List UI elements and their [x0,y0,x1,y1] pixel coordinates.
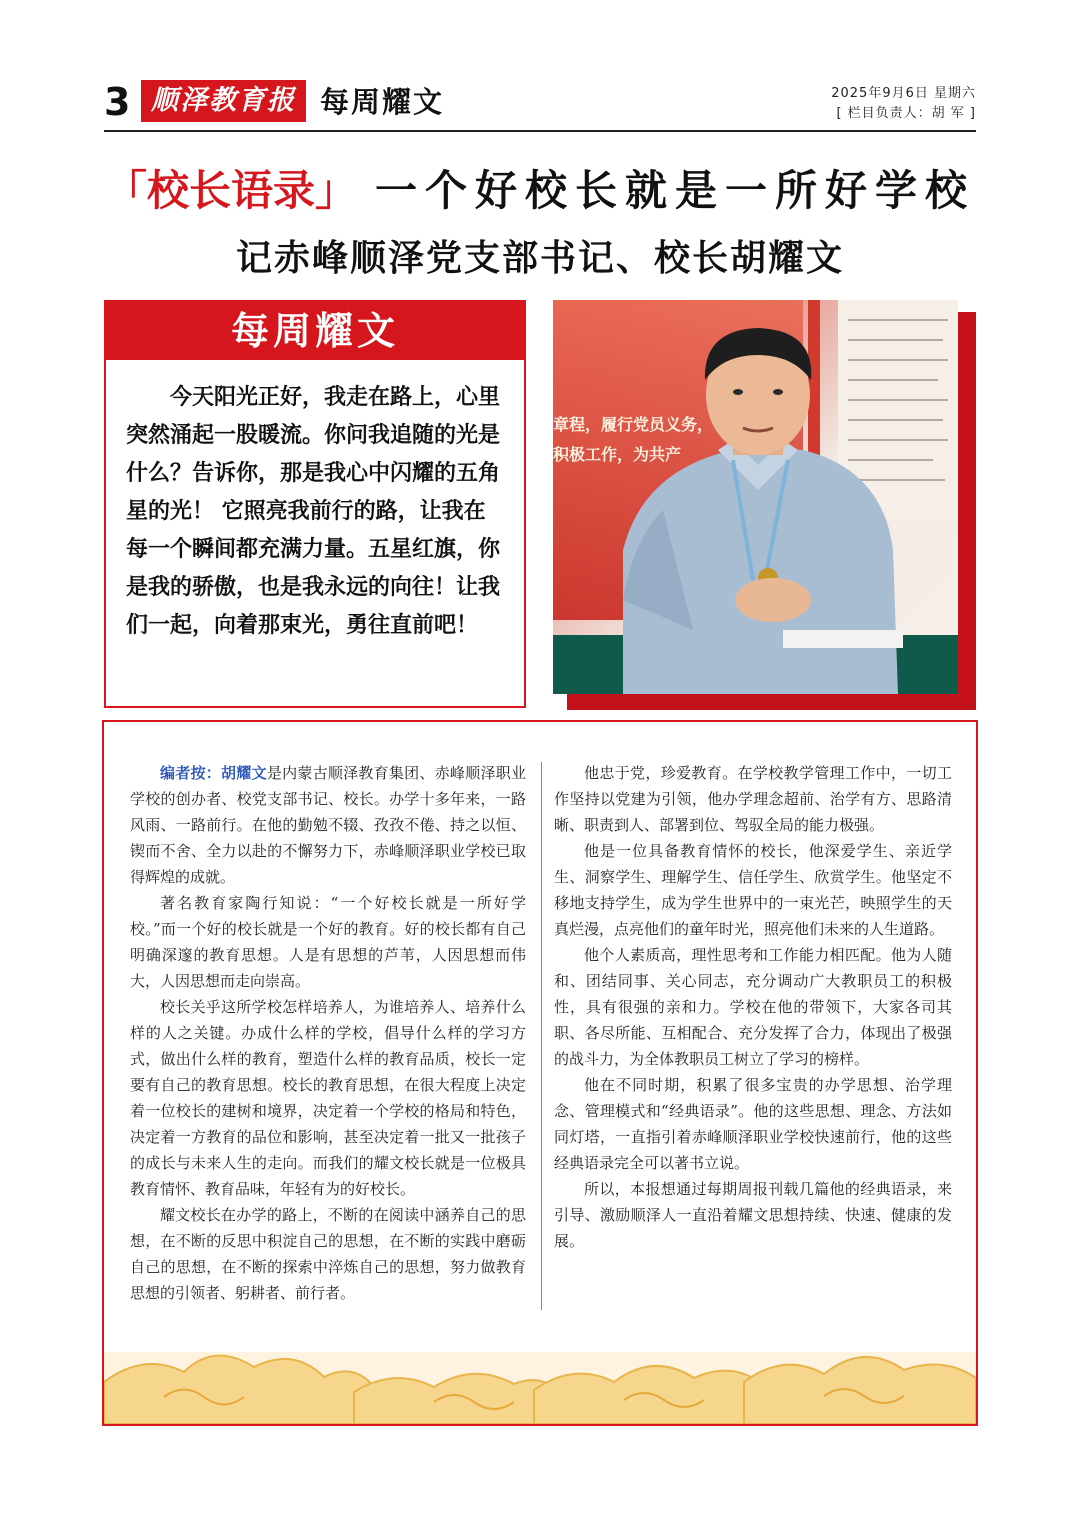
editor-note-label: 编者按： [160,764,222,782]
subheadline: 记赤峰顺泽党支部书记、校长胡耀文 [235,238,844,279]
article-column-right [554,760,952,1254]
column-editor: [ 栏目负责人：胡 军 ] [836,106,976,121]
wall-slogan-1: 章程，履行党员义务， [553,415,714,434]
principal-photo [553,300,958,694]
article-paragraph: 校长关乎这所学校怎样培养人，为谁培养人、培养什么样的人之关键。办成什么样的学校，倡导什么样的学习方式，做出什么样的教育，塑造什么样的教育品质，校长一定要有自己的教育思想。校长的教育思想，在很大程度上决定着一位校长的建树和境界，决定着一个学校的格局和特色，决定着一方教育的品位和影响，甚至决定着一批又一批孩子的成长与未来人生的走向。而我们的耀文校长就是一位极具教育情怀、教育品味，年轻有为的好校长。 [130,998,526,1198]
article-paragraph: 他在不同时期，积累了很多宝贵的办学思想、治学理念、管理模式和“经典语录”。他的这些思想、理念、方法如同灯塔，一直指引着赤峰顺泽职业学校快速前行，他的这些经典语录完全可以著书立说。 [554,1076,952,1172]
editor-note-name: 胡耀文 [221,764,267,782]
quote-heading: 每周耀文 [106,302,524,360]
quote-box [104,300,526,708]
article-paragraph: 耀文校长在办学的路上，不断的在阅读中涵养自己的思想，在不断的反思中积淀自己的思想，在不断的实践中磨砺自己的思想，在不断的探索中淬炼自己的思想，努力做教育思想的引领者、躬耕者、前行者。 [130,1206,526,1302]
section-title: 每周耀文 [320,85,445,119]
headline-tag: 「校长语录」 [104,166,357,215]
article-paragraph: 著名教育家陶行知说：“一个好校长就是一所好学校。”而一个好的校长就是一个好的教育。好的校长都有自己明确深邃的教育思想。人是有思想的芦苇，人因思想而伟大，人因思想而走向崇高。 [130,894,526,990]
article-paragraph: 他个人素质高，理性思考和工作能力相匹配。他为人随和、团结同事、关心同志，充分调动广大教职员工的积极性，具有很强的亲和力。学校在他的带领下，大家各司其职、各尽所能、互相配合、充分发挥了合力，体现出了极强的战斗力，为全体教职员工树立了学习的榜样。 [554,946,952,1068]
decorative-cloud-band [104,1312,976,1424]
article-paragraph: 所以，本报想通过每期周报刊载几篇他的经典语录，来引导、激励顺泽人一直沿着耀文思想持续、快速、健康的发展。 [554,1180,952,1250]
issue-date: 2025年9月6日 星期六 [831,86,976,101]
article-paragraph: 他忠于党，珍爱教育。在学校教学管理工作中，一切工作坚持以党建为引领，他办学理念超前、治学有方、思路清晰、职责到人、部署到位、驾驭全局的能力极强。 [554,764,952,834]
article-paragraph [130,760,526,890]
article-paragraph: 他是一位具备教育情怀的校长，他深爱学生、亲近学生、洞察学生、理解学生、信任学生、欣赏学生。他坚定不移地支持学生，成为学生世界中的一束光芒，映照学生的天真烂漫，点亮他们的童年时光，照亮他们未来的人生道路。 [554,842,952,938]
photo-frame [553,300,976,710]
article-box [102,720,978,1426]
newspaper-masthead: 顺泽教育报 [141,80,306,122]
page-number: 3 [104,80,131,124]
header-divider [104,130,976,132]
column-divider [541,762,542,1310]
editor-note-text: 是内蒙古顺泽教育集团、赤峰顺泽职业学校的创办者、校党支部书记、校长。办学十多年来，一路风雨、一路前行。在他的勤勉不辍、孜孜不倦、持之以恒、锲而不舍、全力以赴的不懈努力下，赤峰顺泽职业学校已取得辉煌的成就。 [130,764,526,886]
headline [104,158,976,220]
quote-text: 今天阳光正好，我走在路上，心里突然涌起一股暖流。你问我追随的光是什么？告诉你，那是我心中闪耀的五角星的光！ 它照亮我前行的路，让我在每一个瞬间都充满力量。五星红旗，你是我的骄傲，也是我永远的向往！让我们一起，向着那束光，勇往直前吧！ [126,384,501,638]
wall-slogan-2: 积极工作，为共产 [553,445,682,464]
article-column-left [130,760,526,1306]
headline-main: 一个好校长就是一所好学校 [375,166,976,215]
